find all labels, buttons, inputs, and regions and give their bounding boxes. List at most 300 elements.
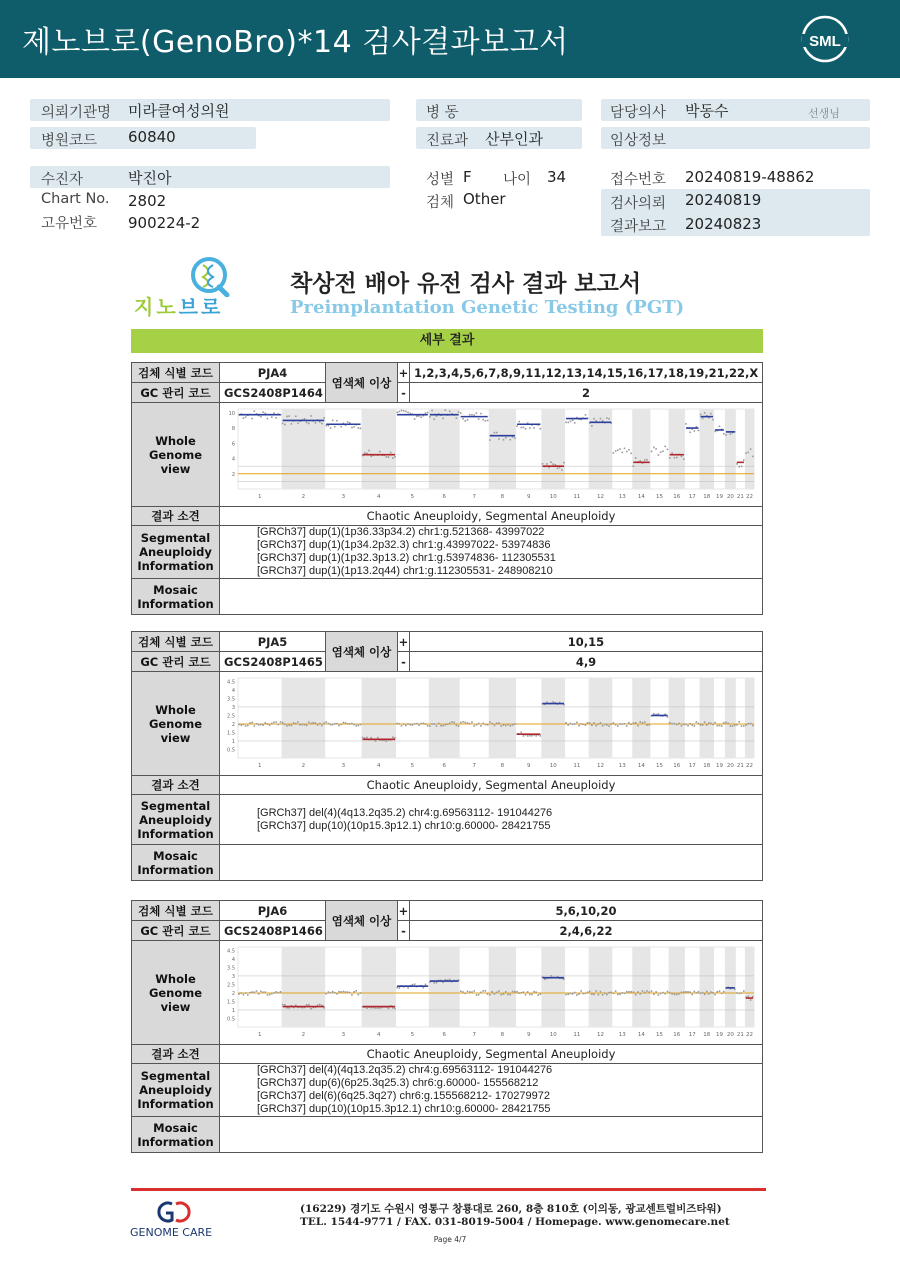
y-tick-label: 6 xyxy=(231,441,235,448)
data-point xyxy=(600,991,602,993)
data-point xyxy=(529,994,531,996)
data-point xyxy=(565,422,567,424)
data-point xyxy=(639,460,641,462)
data-point xyxy=(745,452,747,454)
data-point xyxy=(297,721,299,723)
gc-code-value: GCS2408P1466 xyxy=(220,921,326,941)
gc-code-label: GC 관리 코드 xyxy=(132,652,220,672)
data-point xyxy=(478,994,480,996)
data-point xyxy=(284,724,286,726)
data-point xyxy=(494,432,496,434)
chromosome-band xyxy=(745,678,754,758)
report-date-label: 결과보고 xyxy=(610,219,667,235)
data-point xyxy=(621,452,623,454)
data-point xyxy=(284,424,286,426)
data-point xyxy=(458,411,460,413)
data-point xyxy=(567,724,569,726)
data-point xyxy=(593,418,595,420)
data-point xyxy=(319,421,321,423)
data-point xyxy=(388,456,390,458)
y-tick-label: 3.5 xyxy=(227,696,235,703)
data-point xyxy=(542,463,544,465)
data-point xyxy=(325,993,327,995)
data-point xyxy=(505,991,507,993)
data-point xyxy=(260,991,262,993)
genobro-logo-text: 지노브로 xyxy=(134,295,224,319)
chromosome-tick-label: 22 xyxy=(745,763,753,769)
data-point xyxy=(321,725,323,727)
data-point xyxy=(585,724,587,726)
data-point xyxy=(336,420,338,422)
gain-sign: + xyxy=(398,632,410,652)
data-point xyxy=(345,991,347,993)
chromosome-band xyxy=(589,409,613,489)
data-point xyxy=(264,722,266,724)
data-point xyxy=(418,724,420,726)
data-point xyxy=(719,990,721,992)
data-point xyxy=(752,996,754,998)
data-point xyxy=(254,725,256,727)
chromosome-tick-label: 2 xyxy=(301,494,306,500)
data-point xyxy=(512,991,514,993)
age-label: 나이 xyxy=(503,172,532,188)
data-point xyxy=(653,447,655,449)
gain-chromosomes: 10,15 xyxy=(410,632,763,652)
chromosome-band xyxy=(725,947,736,1027)
abnormality-label: 염색체 이상 xyxy=(326,363,398,403)
data-point xyxy=(563,462,565,464)
mosaic-value xyxy=(220,1117,763,1153)
data-point xyxy=(635,457,637,459)
specimen-label: 검체 xyxy=(426,195,455,211)
data-point xyxy=(414,418,416,420)
data-point xyxy=(473,990,475,992)
data-point xyxy=(613,722,615,724)
data-point xyxy=(338,991,340,993)
data-point xyxy=(540,428,542,430)
data-point xyxy=(516,425,518,427)
data-point xyxy=(743,725,745,727)
doctor-value: 박동수 xyxy=(685,102,729,120)
data-point xyxy=(704,994,706,996)
data-point xyxy=(330,427,332,429)
chromosome-tick-label: 2 xyxy=(301,763,306,769)
data-point xyxy=(240,992,242,994)
chromosome-band xyxy=(362,947,397,1027)
data-point xyxy=(489,721,491,723)
finding-label: 결과 소견 xyxy=(132,507,220,526)
dept-label: 진료과 xyxy=(426,133,469,149)
data-point xyxy=(662,992,664,994)
data-point xyxy=(264,412,266,414)
data-point xyxy=(238,724,240,726)
data-point xyxy=(624,448,626,450)
loss-sign: - xyxy=(398,652,410,672)
specimen-value: Other xyxy=(463,190,506,208)
data-point xyxy=(708,993,710,995)
uid-value: 900224-2 xyxy=(128,214,201,232)
data-point xyxy=(674,457,676,459)
data-point xyxy=(683,458,685,460)
chromosome-tick-label: 1 xyxy=(258,763,262,769)
data-point xyxy=(608,992,610,994)
data-point xyxy=(500,994,502,996)
data-point xyxy=(425,984,427,986)
data-point xyxy=(676,724,678,726)
chromosome-tick-label: 10 xyxy=(549,494,557,500)
y-tick-label: 2.5 xyxy=(227,713,235,720)
data-point xyxy=(619,723,621,725)
y-tick-label: 1 xyxy=(231,738,235,745)
data-point xyxy=(412,984,414,986)
data-point xyxy=(651,990,653,992)
loss-sign: - xyxy=(398,383,410,403)
data-point xyxy=(678,723,680,725)
segment-line: [GRCh37] dup(1)(1p34.2p32.3) chr1:g.43997022- 53974836 xyxy=(257,539,551,551)
accession-label: 접수번호 xyxy=(610,172,667,188)
data-point xyxy=(570,993,572,995)
data-point xyxy=(349,422,351,424)
data-point xyxy=(288,415,290,417)
data-point xyxy=(358,994,360,996)
chromosome-band xyxy=(489,409,516,489)
data-point xyxy=(358,427,360,429)
data-point xyxy=(491,723,493,725)
chromosome-band xyxy=(362,678,397,758)
data-point xyxy=(503,993,505,995)
chromosome-tick-label: 12 xyxy=(596,763,604,769)
data-point xyxy=(469,414,471,416)
data-point xyxy=(370,737,372,739)
y-tick-label: 2 xyxy=(231,990,235,997)
data-point xyxy=(630,453,632,455)
data-point xyxy=(330,992,332,994)
chromosome-tick-label: 18 xyxy=(703,1032,711,1038)
y-tick-label: 3.5 xyxy=(227,965,235,972)
data-point xyxy=(702,992,704,994)
chromosome-band xyxy=(489,678,516,758)
data-point xyxy=(503,724,505,726)
chromosome-band xyxy=(541,409,565,489)
data-point xyxy=(593,722,595,724)
data-point xyxy=(691,724,693,726)
data-point xyxy=(482,419,484,421)
data-point xyxy=(674,723,676,725)
data-point xyxy=(256,723,258,725)
chromosome-tick-label: 6 xyxy=(442,494,446,500)
chromosome-tick-label: 10 xyxy=(549,1032,557,1038)
data-point xyxy=(741,992,743,994)
data-point xyxy=(604,993,606,995)
data-point xyxy=(655,448,657,450)
data-point xyxy=(565,722,567,724)
data-point xyxy=(523,427,525,429)
chromosome-tick-label: 15 xyxy=(656,1032,664,1038)
data-point xyxy=(510,725,512,727)
data-point xyxy=(256,990,258,992)
chromosome-band xyxy=(282,947,326,1027)
data-point xyxy=(669,457,671,459)
y-tick-label: 2 xyxy=(231,471,235,478)
sex-value: F xyxy=(463,168,472,186)
data-point xyxy=(723,433,725,435)
data-point xyxy=(469,991,471,993)
data-point xyxy=(628,991,630,993)
segment-line: [GRCh37] del(4)(4q13.2q35.2) chr4:g.69563112- 191044276 xyxy=(257,806,553,819)
data-point xyxy=(407,412,409,414)
data-point xyxy=(642,722,644,724)
data-point xyxy=(615,724,617,726)
data-point xyxy=(608,725,610,727)
data-point xyxy=(243,994,245,996)
data-point xyxy=(293,722,295,724)
data-point xyxy=(485,990,487,992)
data-point xyxy=(379,1007,381,1009)
data-point xyxy=(476,724,478,726)
chromosome-tick-label: 10 xyxy=(549,763,557,769)
data-point xyxy=(414,723,416,725)
data-point xyxy=(570,723,572,725)
whole-genome-label: Whole Genome view xyxy=(132,672,220,776)
chromosome-tick-label: 16 xyxy=(673,763,681,769)
chromosome-tick-label: 19 xyxy=(715,1032,723,1038)
data-point xyxy=(676,994,678,996)
chromosome-tick-label: 17 xyxy=(688,1032,696,1038)
sample-table-pja4 xyxy=(131,362,763,615)
data-point xyxy=(453,722,455,724)
segmental-label: Segmental Aneuploidy Information xyxy=(132,526,220,579)
chromosome-tick-label: 22 xyxy=(745,1032,753,1038)
footer-divider xyxy=(131,1188,766,1191)
segment-line: [GRCh37] dup(10)(10p15.3p12.1) chr10:g.60000- 28421755 xyxy=(257,819,551,832)
data-point xyxy=(412,724,414,726)
data-point xyxy=(531,994,533,996)
data-point xyxy=(610,723,612,725)
abnormality-label: 염색체 이상 xyxy=(326,901,398,941)
data-point xyxy=(598,994,600,996)
data-point xyxy=(321,423,323,425)
data-point xyxy=(595,725,597,727)
y-tick-label: 2.5 xyxy=(227,982,235,989)
data-point xyxy=(238,993,240,995)
chromosome-tick-label: 3 xyxy=(341,763,346,769)
data-point xyxy=(710,723,712,725)
data-point xyxy=(685,423,687,425)
data-point xyxy=(637,991,639,993)
data-point xyxy=(520,427,522,429)
data-point xyxy=(340,991,342,993)
data-point xyxy=(582,724,584,726)
data-point xyxy=(589,722,591,724)
data-point xyxy=(478,723,480,725)
data-point xyxy=(471,991,473,993)
data-point xyxy=(243,417,245,419)
data-point xyxy=(343,991,345,993)
data-point xyxy=(240,724,242,726)
data-point xyxy=(667,991,669,993)
data-point xyxy=(442,418,444,420)
data-point xyxy=(721,993,723,995)
chromosome-tick-label: 7 xyxy=(472,1032,476,1038)
chromosome-tick-label: 18 xyxy=(703,763,711,769)
data-point xyxy=(630,991,632,993)
chromosome-tick-label: 19 xyxy=(715,494,723,500)
data-point xyxy=(646,459,648,461)
data-point xyxy=(514,437,516,439)
data-point xyxy=(471,721,473,723)
data-point xyxy=(349,723,351,725)
data-point xyxy=(591,425,593,427)
data-point xyxy=(377,1007,379,1009)
data-point xyxy=(574,992,576,994)
report-date-value: 20240823 xyxy=(685,215,762,233)
data-point xyxy=(606,417,608,419)
data-point xyxy=(249,992,251,994)
data-point xyxy=(379,451,381,453)
specimen-code-value: PJA4 xyxy=(220,363,326,383)
data-point xyxy=(386,740,388,742)
data-point xyxy=(403,723,405,725)
data-point xyxy=(706,724,708,726)
sample-table-pja6 xyxy=(131,900,763,1153)
data-point xyxy=(574,723,576,725)
data-point xyxy=(704,412,706,414)
data-point xyxy=(449,722,451,724)
chromosome-tick-label: 15 xyxy=(656,763,664,769)
data-point xyxy=(595,420,597,422)
data-point xyxy=(295,415,297,417)
data-point xyxy=(527,735,529,737)
data-point xyxy=(245,992,247,994)
data-point xyxy=(514,991,516,993)
genome-care-logo-icon xyxy=(152,1200,196,1224)
data-point xyxy=(563,978,565,980)
data-point xyxy=(478,418,480,420)
data-point xyxy=(375,740,377,742)
data-point xyxy=(667,716,669,718)
data-point xyxy=(317,724,319,726)
data-point xyxy=(540,993,542,995)
chromosome-band xyxy=(429,678,460,758)
data-point xyxy=(716,991,718,993)
data-point xyxy=(405,725,407,727)
data-point xyxy=(362,737,364,739)
data-point xyxy=(694,725,696,727)
loss-sign: - xyxy=(398,921,410,941)
data-point xyxy=(416,416,418,418)
data-point xyxy=(570,421,572,423)
data-point xyxy=(260,724,262,726)
y-tick-label: 2 xyxy=(231,721,235,728)
finding-value: Chaotic Aneuploidy, Segmental Aneuploidy xyxy=(220,507,763,526)
data-point xyxy=(306,422,308,424)
data-point xyxy=(617,449,619,451)
data-point xyxy=(602,725,604,727)
data-point xyxy=(364,452,366,454)
data-point xyxy=(315,422,317,424)
data-point xyxy=(681,725,683,727)
request-label: 검사의뢰 xyxy=(610,196,667,212)
data-point xyxy=(550,461,552,463)
data-point xyxy=(360,724,362,726)
chromosome-tick-label: 12 xyxy=(596,494,604,500)
age-value: 34 xyxy=(547,168,567,186)
data-point xyxy=(310,723,312,725)
data-point xyxy=(602,420,604,422)
report-header xyxy=(0,0,900,78)
segmental-label: Segmental Aneuploidy Information xyxy=(132,1064,220,1117)
data-point xyxy=(741,466,743,468)
data-point xyxy=(624,723,626,725)
data-point xyxy=(730,433,732,435)
request-value: 20240819 xyxy=(685,191,762,209)
chromosome-band xyxy=(589,947,613,1027)
gain-sign: + xyxy=(398,901,410,921)
data-point xyxy=(308,423,310,425)
data-point xyxy=(254,410,256,412)
data-point xyxy=(496,432,498,434)
data-point xyxy=(280,721,282,723)
chromosome-tick-label: 8 xyxy=(500,494,505,500)
data-point xyxy=(600,722,602,724)
data-point xyxy=(340,724,342,726)
data-point xyxy=(621,723,623,725)
chromosome-band xyxy=(282,678,326,758)
data-point xyxy=(498,722,500,724)
data-point xyxy=(520,992,522,994)
report-subtitle: Preimplantation Genetic Testing (PGT) xyxy=(290,297,685,318)
data-point xyxy=(288,1007,290,1009)
chromosome-tick-label: 19 xyxy=(715,763,723,769)
data-point xyxy=(694,430,696,432)
data-point xyxy=(734,988,736,990)
data-point xyxy=(610,992,612,994)
data-point xyxy=(467,991,469,993)
chromosome-band xyxy=(669,947,685,1027)
data-point xyxy=(655,991,657,993)
data-point xyxy=(278,992,280,994)
data-point xyxy=(642,990,644,992)
data-point xyxy=(578,725,580,727)
sample-table-pja5 xyxy=(131,631,763,881)
data-point xyxy=(574,422,576,424)
data-point xyxy=(525,428,527,430)
data-point xyxy=(469,723,471,725)
data-point xyxy=(267,418,269,420)
data-point xyxy=(626,451,628,453)
data-point xyxy=(271,723,273,725)
chromosome-tick-label: 4 xyxy=(377,763,381,769)
data-point xyxy=(572,993,574,995)
data-point xyxy=(619,993,621,995)
gc-code-value: GCS2408P1465 xyxy=(220,652,326,672)
data-point xyxy=(714,431,716,433)
data-point xyxy=(386,456,388,458)
data-point xyxy=(394,456,396,458)
accession-value: 20240819-48862 xyxy=(685,168,815,186)
chromosome-band xyxy=(699,947,714,1027)
data-point xyxy=(304,418,306,420)
data-point xyxy=(664,993,666,995)
whole-genome-plot xyxy=(220,672,763,776)
whole-genome-label: Whole Genome view xyxy=(132,403,220,507)
patient-label: 수진자 xyxy=(41,172,84,188)
chromosome-tick-label: 16 xyxy=(673,494,681,500)
data-point xyxy=(388,1007,390,1009)
data-point xyxy=(503,439,505,441)
data-point xyxy=(358,725,360,727)
data-point xyxy=(405,411,407,413)
